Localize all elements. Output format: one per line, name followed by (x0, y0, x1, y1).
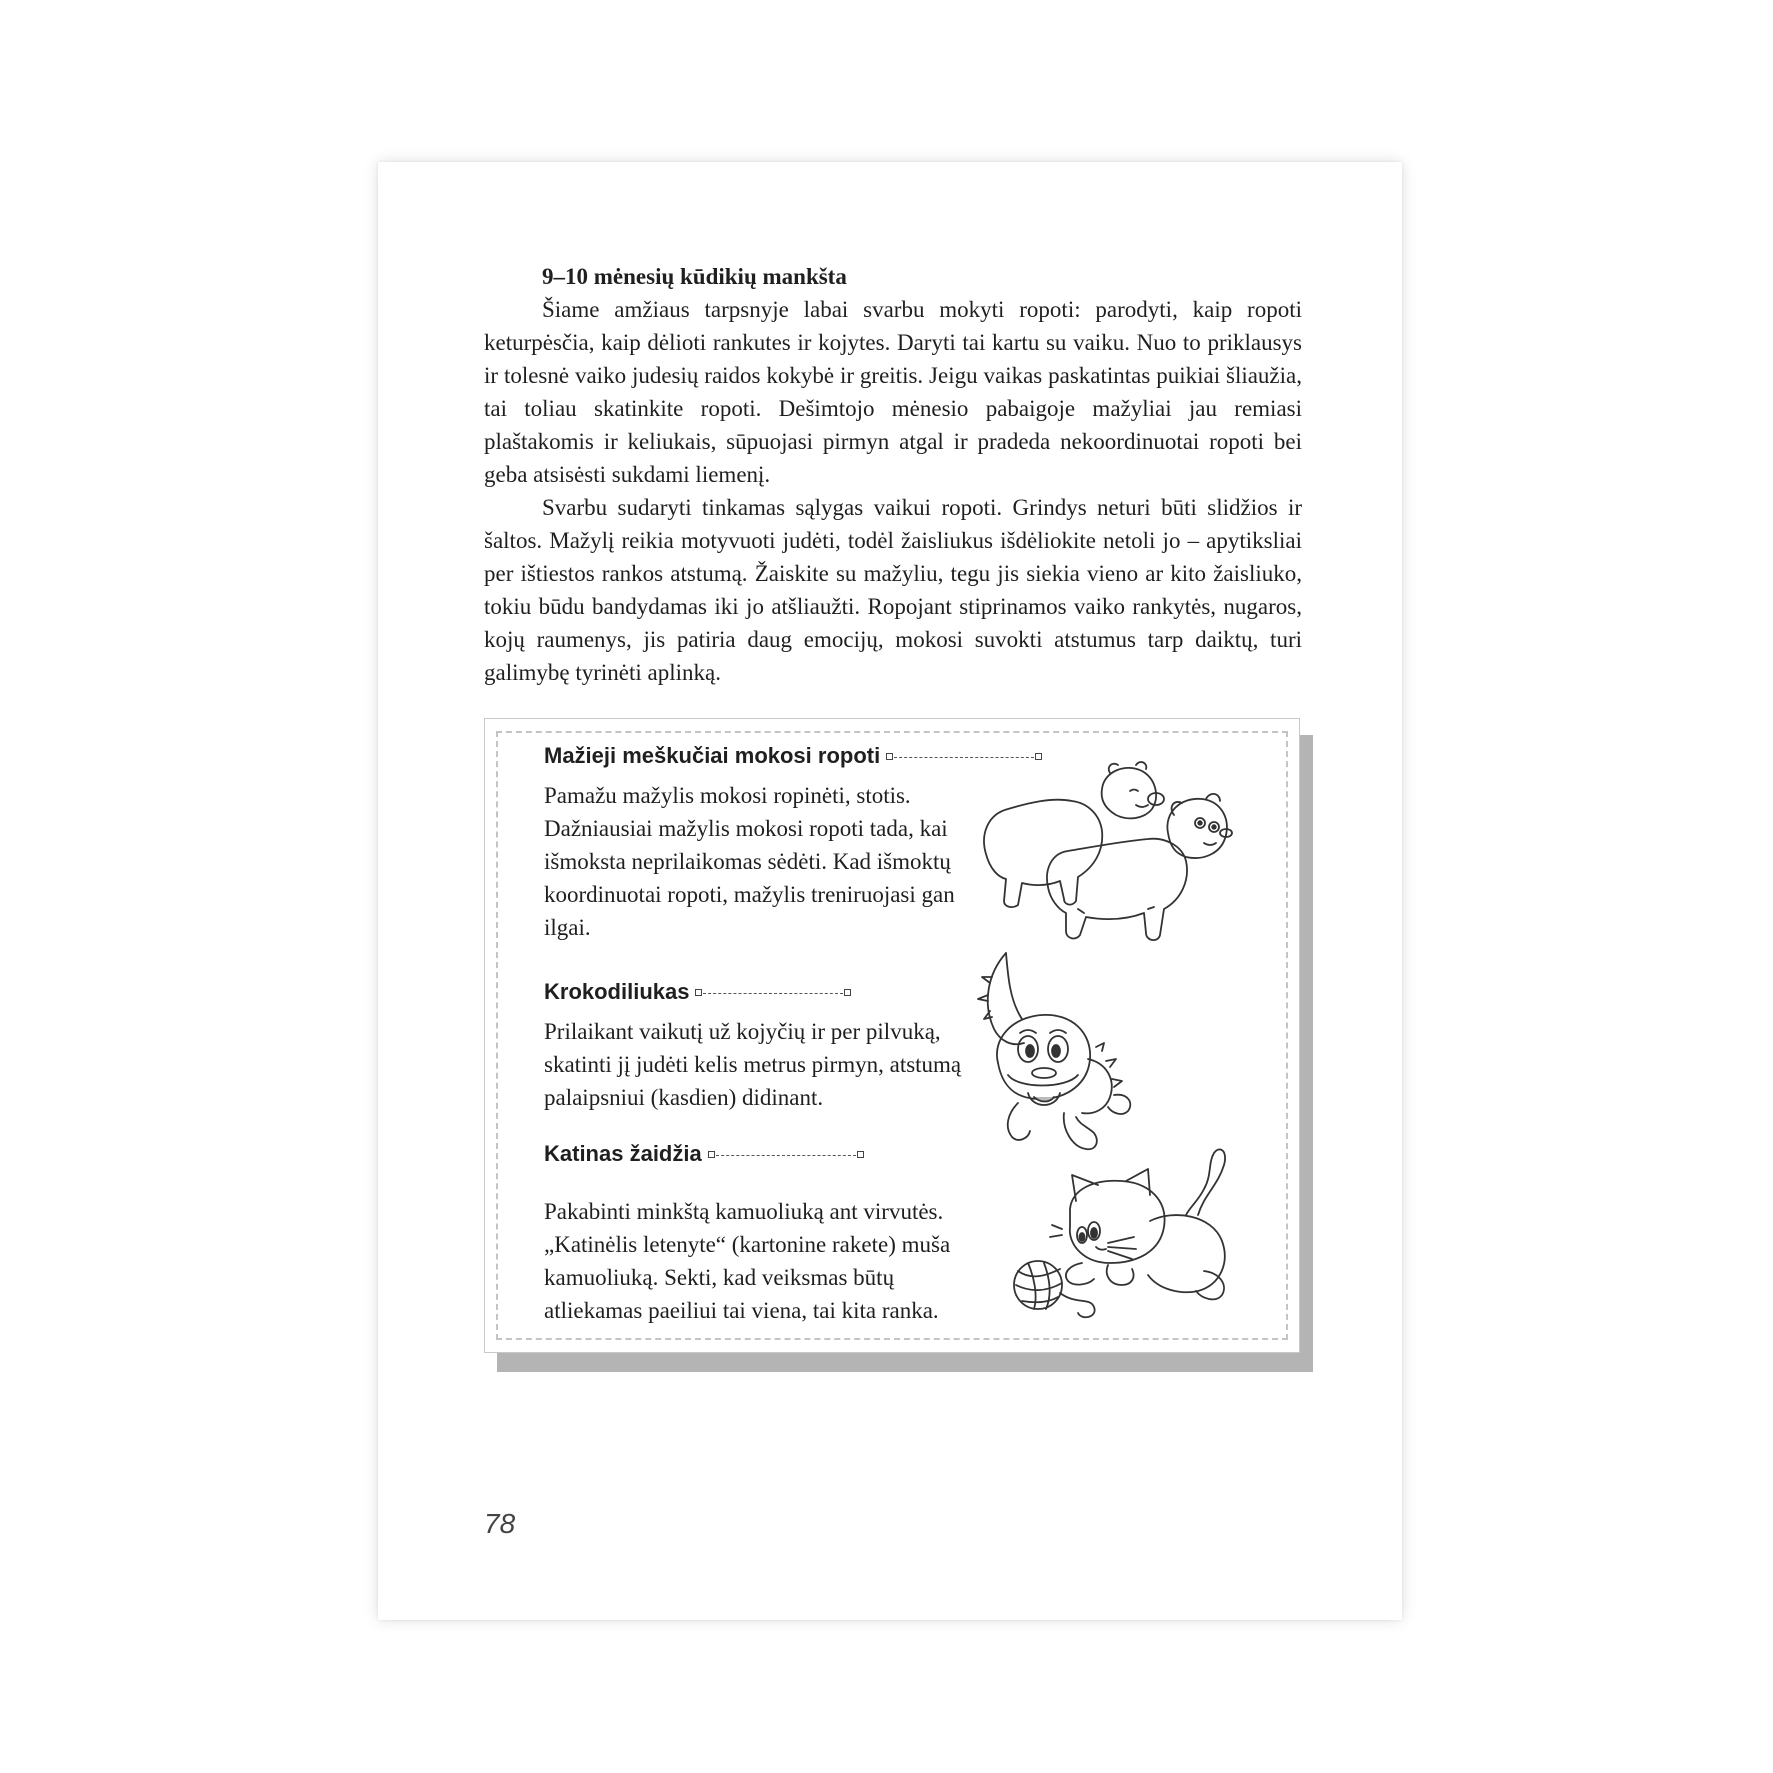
exercise-kitten (544, 1141, 974, 1327)
title-dashed-line (716, 1155, 856, 1164)
exercise-text: Pamažu mažylis mokosi ropinėti, stotis. Dažniausiai mažylis mokosi ropoti tada, kai išmoksta neprilaikomas sėdėti. Kad išmoktų koordinuotai ropoti, mažylis treniruojasi gan ilgai. (544, 783, 955, 940)
main-text (484, 260, 1302, 689)
crocodile-illustration (968, 943, 1138, 1173)
title-dashed-line (703, 993, 843, 1002)
paragraph-1: Šiame amžiaus tarpsnyje labai svarbu mokyti ropoti: parodyti, kaip ropoti keturpėsčia, kaip dėlioti rankutes ir kojytes. Daryti tai kartu su vaiku. Nuo to priklausys ir tolesnė vaiko judesių raidos kokybė ir greitis. Jeigu vaikas paskatintas puikiai šliaužia, tai toliau skatinkite ropoti. Dešimtojo mėnesio pabaigoje mažyliai jau remiasi plaštakomis ir keliukais, sūpuojasi pirmyn atgal ir pradeda nekoordinuotai ropoti bei geba atsisėsti sukdami liemenį. (484, 297, 1302, 487)
exercise-box-dashed-border (496, 731, 1288, 1340)
exercise-box-frame (484, 718, 1300, 1353)
book-page (378, 162, 1402, 1620)
exercise-bears (544, 743, 1004, 944)
exercise-crocodile (544, 979, 964, 1114)
section-heading: 9–10 mėnesių kūdikių mankšta (542, 264, 847, 289)
kitten-with-yarn-illustration (998, 1145, 1278, 1335)
exercise-text: Prilaikant vaikutį už kojyčių ir per pilvuką, skatinti jį judėti kelis metrus pirmyn, atstumą palaipsniui (kasdien) didinant. (544, 1019, 962, 1110)
exercise-title: Katinas žaidžia (544, 1141, 702, 1166)
paragraph-2: Svarbu sudaryti tinkamas sąlygas vaikui ropoti. Grindys neturi būti slidžios ir šaltos. Mažylį reikia motyvuoti judėti, todėl žaisliukus išdėliokite netoli jo – apytiksliai per ištiestos rankos atstumą. Žaiskite su mažyliu, tegu jis siekia vieno ar kito žaisliuko, tokiu būdu bandydamas iki jo atšliaužti. Ropojant stiprinamos vaiko rankytės, nugaros, kojų raumenys, jis patiria daug emocijų, mokosi suvokti atstumus tarp daiktų, turi galimybę tyrinėti aplinką. (484, 495, 1302, 685)
bear-cubs-illustration (968, 759, 1268, 949)
exercise-box (484, 718, 1314, 1378)
exercise-title: Krokodiliukas (544, 979, 690, 1004)
exercise-text: Pakabinti minkštą kamuoliuką ant virvutės. „Katinėlis letenyte“ (kartonine rakete) muša kamuoliuką. Sekti, kad veiksmas būtų atliekamas paeiliui tai viena, tai kita ranka. (544, 1199, 951, 1323)
page-number: 78 (484, 1508, 516, 1539)
exercise-title: Mažieji meškučiai mokosi ropoti (544, 743, 881, 768)
